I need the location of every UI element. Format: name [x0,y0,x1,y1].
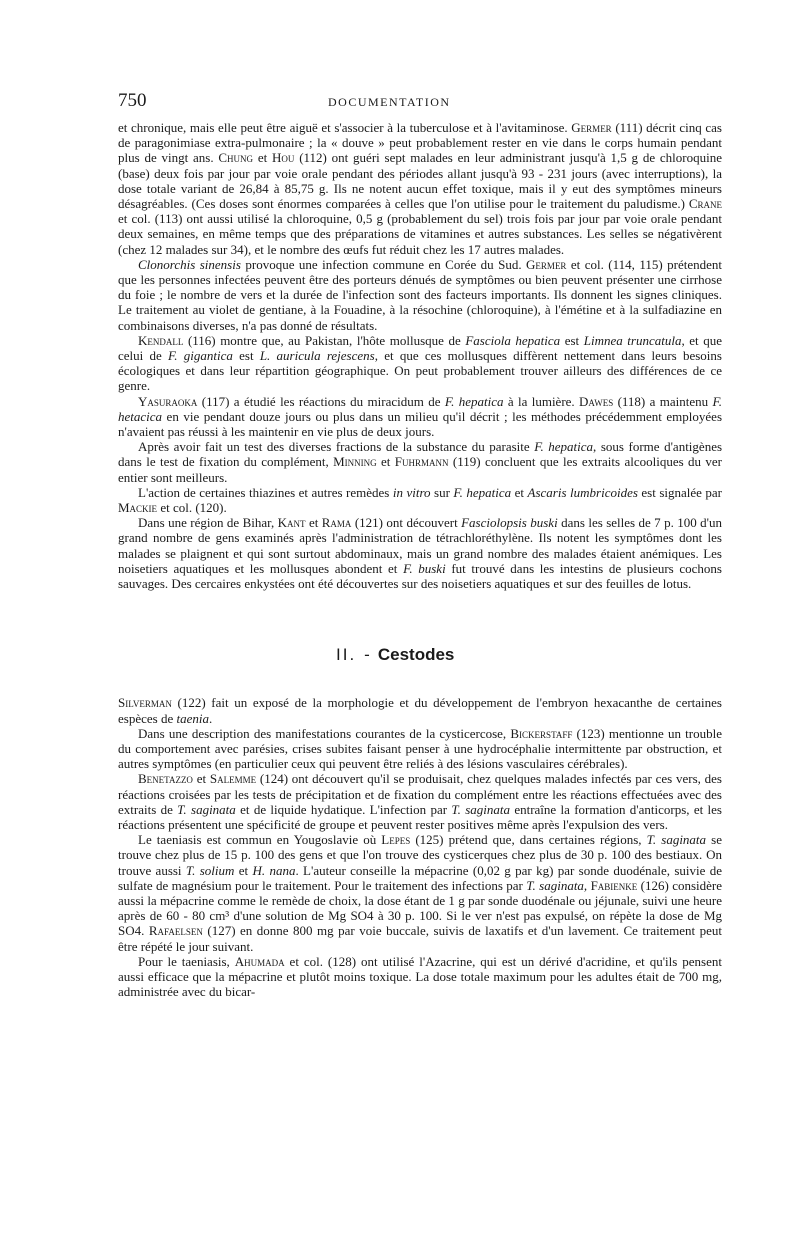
species-name: F. buski [403,560,446,576]
section-dash: - [364,645,370,665]
species-name: F. hepatica [444,393,504,409]
text-run: est [560,332,584,348]
text-run: fut trouvé dans les intestins de plusieurs cochons sauvages. Des cercaires enkystées ont été découvertes sur des noisetiers aquatiques et sur des feuilles de lotus. [118,560,722,592]
text-run: , sous forme d'antigènes dans le test de fixation du complément, [118,439,723,470]
author-name: Lepes [381,832,411,848]
text-run: et [234,862,253,878]
species-name: H. nana [252,862,296,878]
running-title: DOCUMENTATION [328,95,451,109]
paragraph-paragonimiasis-continued [118,120,722,257]
section-title: Cestodes [377,645,455,665]
text-run: se trouve chez plus de 15 p. 100 des gens et que l'on trouve des cysticerques chez plus de 30 p. 100 des bestiaux. On trouve aussi [118,832,722,878]
text-run: Dans une région de Bihar, [138,515,278,531]
paragraph-benetazzo [118,771,722,832]
species-name: T. saginata, [526,877,588,893]
author-name: Hou [272,150,295,166]
text-run: Dans une description des manifestations courantes de la cysticercose, [138,725,511,741]
text-run: (118) a maintenu [613,393,713,409]
text-run: (125) prétend que, dans certaines régions, [410,832,647,848]
text-run: et [192,771,210,787]
section-heading [118,645,722,665]
author-name: Yasuraoka [138,393,198,409]
species-name: T. solium [185,862,235,878]
page-header [118,90,722,120]
text-run: et col. (113) ont aussi utilisé la chloroquine, 0,5 g (probablement du sel) trois fois par jour par voie orale pendant deux semaines, en même temps que des préparations de vitamines et autres substances. Les selles se négativèrent (chez 12 malades sur 34), et le nombre des œufs fut réduit chez les 17 autres malades. [118,211,722,257]
text-run: . L'auteur conseille la mépacrine (0,02 g par kg) par sonde duodénale, suivie de sulfate de magnésium pour le traitement. Pour le traitement des infections par [118,862,723,893]
author-name: Chung [218,150,254,166]
paragraph-cysticercose [118,726,722,772]
text-run: (126) considère aussi la mépacrine comme le remède de choix, la dose étant de 1 g par sonde duodénale ou jéjunale, suivi une heure après de 60 - 80 cm³ d'une solution de Mg SO4 à 30 p. 100. Si le ver n'est pas expulsé, on répète la dose de Mg SO4. [118,877,722,939]
species-name: F. hetacica [118,393,723,424]
text-run: (117) a étudié les réactions du miracidum de [197,393,445,409]
author-name: Mackie [118,500,158,516]
author-name: Rama [321,515,352,531]
text-run: entraîne la formation d'anticorps, et les réactions présentent une spécificité de groupe et peuvent rester positives même après l'expulsion des vers. [118,801,722,832]
author-name: Germer [526,256,567,272]
author-name: Germer [571,120,612,135]
paragraph-ahumada [118,954,722,1000]
text-run: , et que ces mollusques diffèrent nettement dans leurs besoins écologiques et dans leur répartition géographique. On peut probablement trouver ailleurs des différences de ce genre. [118,348,722,394]
text-run: et [376,454,395,470]
text-run: et [511,484,528,500]
species-name: T. saginata [177,801,236,817]
text-run: et chronique, mais elle peut être aiguë et s'associer à la tuberculose et à l'avitaminose. [118,120,572,135]
species-name: L. auricula rejescens [259,348,375,364]
text-run: (116) montre que, au Pakistan, l'hôte mollusque de [183,332,466,348]
text-run: (122) fait un exposé de la morphologie et du développement de l'embryon hexacanthe de certaines espèces de [118,695,722,726]
paragraph-thiazines [118,485,722,515]
author-name: Minning [333,454,377,470]
text-run: est [232,348,260,364]
text-run: provoque une infection commune en Corée du Sud. [240,256,527,272]
paragraph-kendall [118,333,722,394]
text-run: en vie pendant douze jours ou plus dans un milieu qu'il décrit ; les méthodes précédemment employées n'avaient pas réussi à les maintenir en vie plus de deux jours. [118,408,722,440]
species-name: F. hepatica [534,439,594,455]
section-number: II. [336,645,357,665]
species-name: Fasciolopsis buski [461,515,558,531]
text-run: Pour le taeniasis, [138,953,235,969]
text-run: (112) ont guéri sept malades en leur administrant jusqu'à 1,5 g de chloroquine (base) deux fois par jour par voie orale pendant des périodes allant jusqu'à 93 - 231 jours (avec interruptions), la dose totale variant de 26,84 à 85,75 g. Ils ne notent aucun effet toxique, mais il y eut des symptômes mineurs désagréables. (Ces doses sont énormes comparées à celles que l'on utilise pour le traitement du paludisme.) [118,150,722,212]
paragraph-minning [118,439,722,485]
species-name: F. gigantica [168,348,233,364]
author-name: Kendall [138,332,184,348]
text-run: et col. (114, 115) prétendent que les personnes infectées peuvent être des porteurs dénués de symptômes ou bien peuvent présenter une cirrhose du foie ; le nombre de vers et la durée de l'infection sont des facteurs importants. Ils donnent les signes cliniques. Le traitement au violet de gentiane, à la Fouadine, à la résochine (chloroquine), à l'émétine et à la sulfadiazine en combinaisons diverses, n'a pas donné de résultats. [118,256,722,333]
author-name: Crane [688,196,722,212]
paragraph-bihar [118,515,722,591]
text-run: dans les selles de 7 p. 100 d'un grand nombre de gens examinés après l'administration de tétrachloréthylène. Ils notent les symptômes dont les malades se plaignent et qui sont surtout abdominaux, mais un grand nombre des malades étaient anémiques. Les noisetiers aquatiques et les mollusques abondent et [118,515,722,576]
text-run: (111) décrit cinq cas de paragonimiase extra-pulmonaire ; la « douve » peut probablement rester en vie dans le corps humain pendant plus de vingt ans. [118,120,722,166]
species-name: T. saginata [451,801,510,817]
text-run: L'action de certaines thiazines et autres remèdes [138,484,393,500]
author-name: Silverman [118,695,172,711]
text-run: (119) concluent que les extraits alcooliques du ver entier sont meilleurs. [118,454,722,485]
paragraph-clonorchis [118,257,722,333]
species-name: taenia [176,710,209,726]
author-name: Kant [277,515,306,531]
latin-term: in vitro [392,484,431,500]
author-name: Bickerstaff [510,725,573,741]
author-name: Salemme [209,771,257,787]
text-run: et col. (120). [157,500,227,516]
author-name: Fuhrmann [394,454,449,470]
author-name: Fabienke [590,877,638,893]
paragraph-silverman [118,695,722,725]
text-run: à la lumière. [503,393,580,409]
species-name: Clonorchis sinensis [138,256,241,272]
text-run: et [253,150,273,166]
text-run: sur [430,484,454,500]
author-name: Ahumada [234,953,285,969]
author-name: Benetazzo [138,771,193,787]
text-run: et de liquide hydatique. L'infection par [235,801,452,817]
author-name: Dawes [579,393,614,409]
text-run: (127) en donne 800 mg par voie buccale, suivis de laxatifs et d'un lavement. Ce traitement peut être répété le jour suivant. [118,923,723,954]
text-run: et col. (128) ont utilisé l'Azacrine, qui est un dérivé d'acridine, et qu'ils pensent aussi efficace que la mépacrine et plutôt moins toxique. La dose totale maximum pour les adultes était de 700 mg, administrée avec du bicar- [118,953,722,1000]
text-run: (123) mentionne un trouble du comportement avec parésies, crises subites faisant penser à une hydrocéphalie intermittente par obstruction, et autres symptômes (en particulier ceux qui peuvent être reliés à des lésions vasculaires cérébrales). [118,725,722,772]
text-run: (121) ont découvert [351,515,462,531]
paragraph-yougoslavie [118,832,722,954]
page-number: 750 [118,90,147,111]
species-name: T. saginata [646,832,707,848]
text-run: (124) ont découvert qu'il se produisait, chez quelques malades infectés par ces vers, des réactions croisées par les tests de précipitation et de fixation du complément entre les réactions effectuées avec des extraits de [118,771,722,817]
text-run: est signalée par [637,484,722,500]
text-run: et [305,515,322,531]
paragraph-yasuraoka [118,394,722,440]
text-run: Le taeniasis est commun en Yougoslavie où [138,832,382,848]
text-run: , et que celui de [118,332,722,364]
text-run: . [208,710,213,726]
author-name: Rafaelsen [148,923,203,939]
species-name: Fasciola hepatica [465,332,561,348]
species-name: Ascaris lumbricoides [527,484,638,500]
species-name: F. hepatica [453,484,512,500]
species-name: Limnea truncatula [583,332,682,348]
text-run: Après avoir fait un test des diverses fractions de la substance du parasite [138,439,535,455]
